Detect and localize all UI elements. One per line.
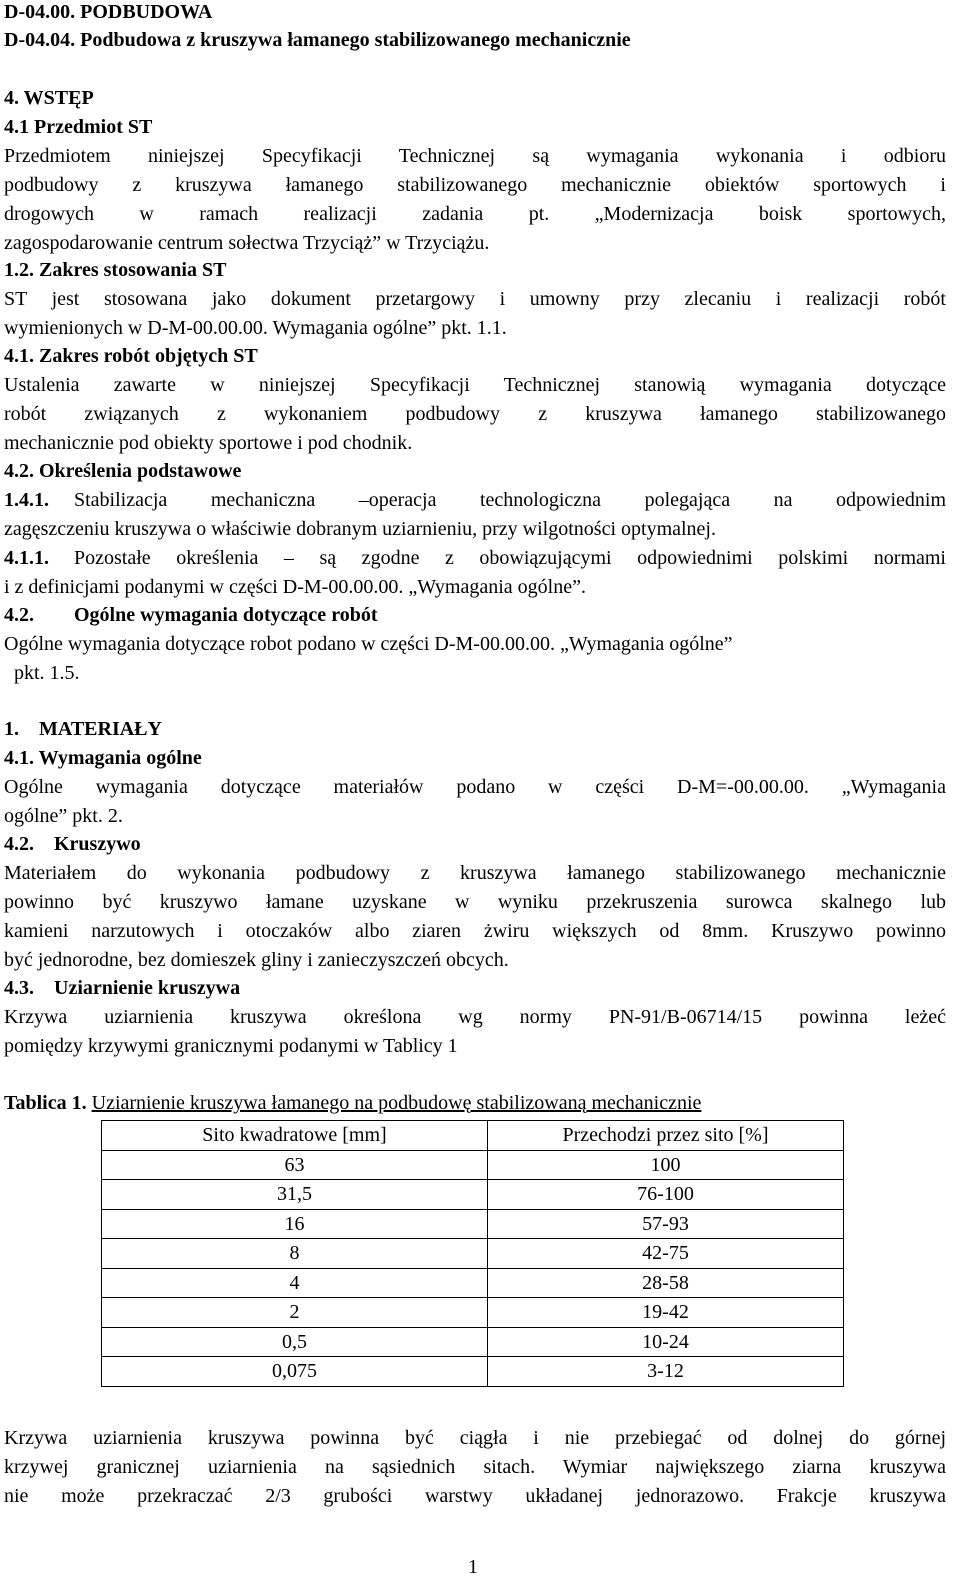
paragraph-line: kamieni narzutowych i otoczaków albo ziaren żwiru większych od 8mm. Kruszywo powinno (4, 920, 946, 942)
table-row (102, 1268, 844, 1298)
sieve-size-cell: 4 (102, 1268, 488, 1298)
sieve-size-cell: 0,075 (102, 1357, 488, 1387)
heading-przedmiot: 4.1 Przedmiot ST (4, 116, 153, 138)
table-row (102, 1357, 844, 1387)
paragraph-line: Ustalenia zawarte w niniejszej Specyfikacji Technicznej stanowią wymagania dotyczące (4, 374, 946, 396)
paragraph-line: drogowych w ramach realizacji zadania pt. „Modernizacja boisk sportowych, (4, 203, 946, 225)
section-heading-materialy: 1. MATERIAŁY (4, 718, 162, 740)
paragraph-line: ST jest stosowana jako dokument przetargowy i umowny przy zlecaniu i realizacji robót (4, 288, 946, 310)
sieve-size-cell: 8 (102, 1239, 488, 1269)
paragraph-line: Krzywa uziarnienia kruszywa określona wg normy PN-91/B-06714/15 powinna leżeć (4, 1006, 946, 1028)
paragraph-line: Materiałem do wykonania podbudowy z kruszywa łamanego stabilizowanego mechanicznie (4, 862, 946, 884)
heading-uziarnienie (4, 976, 946, 1000)
paragraph-line: ogólne” pkt. 2. (4, 805, 123, 827)
heading-text: Ogólne wymagania dotyczące robót (74, 604, 378, 626)
paragraph-line: mechanicznie pod obiekty sportowe i pod chodnik. (4, 432, 413, 454)
definition-text: Stabilizacja mechaniczna –operacja technologiczna polegająca na odpowiednim (74, 489, 946, 511)
grading-table (101, 1120, 844, 1387)
heading-kruszywo (4, 832, 946, 856)
heading-zakres-robot: 4.1. Zakres robót objętych ST (4, 345, 258, 367)
table-row (102, 1150, 844, 1180)
paragraph-line: zagospodarowanie centrum sołectwa Trzyciąż” w Trzyciążu. (4, 232, 490, 254)
passing-percent-cell: 100 (488, 1150, 844, 1180)
table-caption (4, 1091, 946, 1115)
passing-percent-cell: 19-42 (488, 1298, 844, 1328)
document-code: D-04.00. PODBUDOWA (4, 1, 213, 23)
sieve-size-cell: 63 (102, 1150, 488, 1180)
passing-percent-cell: 10-24 (488, 1327, 844, 1357)
passing-percent-cell: 3-12 (488, 1357, 844, 1387)
paragraph-line: nie może przekraczać 2/3 grubości warstwy układanej jednorazowo. Frakcje kruszywa (4, 1485, 946, 1507)
heading-number: 4.2. (4, 833, 34, 855)
definition-number: 1.4.1. (4, 489, 49, 511)
passing-percent-cell: 42-75 (488, 1239, 844, 1269)
subtitle-text: Podbudowa z kruszywa łamanego stabilizowanego mechanicznie (80, 29, 631, 51)
column-header-passing: Przechodzi przez sito [%] (488, 1121, 844, 1151)
paragraph-line: być jednorodne, bez domieszek gliny i zanieczyszczeń obcych. (4, 949, 509, 971)
subtitle-prefix: D-04.04. (4, 29, 76, 51)
paragraph-line: Krzywa uziarnienia kruszywa powinna być ciągła i nie przebiegać od dolnej do górnej (4, 1427, 946, 1449)
table-row (102, 1180, 844, 1210)
sieve-size-cell: 16 (102, 1209, 488, 1239)
passing-percent-cell: 57-93 (488, 1209, 844, 1239)
heading-zakres-stosowania: 1.2. Zakres stosowania ST (4, 259, 227, 281)
table-row (102, 1298, 844, 1328)
passing-percent-cell: 76-100 (488, 1180, 844, 1210)
definition-number: 4.1.1. (4, 547, 49, 569)
heading-text: Uziarnienie kruszywa (54, 977, 241, 999)
heading-number: 4.2. (4, 604, 34, 626)
paragraph-line: Ogólne wymagania dotyczące materiałów podano w części D-M=-00.00.00. „Wymagania (4, 776, 946, 798)
paragraph-line: krzywej granicznej uziarnienia na sąsiednich sitach. Wymiar największego ziarna kruszywa (4, 1456, 946, 1478)
paragraph-line: i z definicjami podanymi w części D-M-00.00.00. „Wymagania ogólne”. (4, 576, 586, 598)
definition-text: Pozostałe określenia – są zgodne z obowiązującymi odpowiednimi polskimi normami (74, 547, 946, 569)
heading-ogolne-wymagania (4, 603, 946, 627)
paragraph-line: Ogólne wymagania dotyczące robot podano w części D-M-00.00.00. „Wymagania ogólne” (4, 633, 733, 655)
paragraph-line: powinno być kruszywo łamane uzyskane w wyniku przekruszenia surowca skalnego lub (4, 891, 946, 913)
column-header-sieve: Sito kwadratowe [mm] (102, 1121, 488, 1151)
sieve-size-cell: 0,5 (102, 1327, 488, 1357)
passing-percent-cell: 28-58 (488, 1268, 844, 1298)
paragraph-line: wymienionych w D-M-00.00.00. Wymagania ogólne” pkt. 1.1. (4, 317, 507, 339)
heading-wymagania-ogolne: 4.1. Wymagania ogólne (4, 747, 202, 769)
heading-number: 4.3. (4, 977, 34, 999)
section-heading-wstep: 4. WSTĘP (4, 87, 94, 109)
table-row (102, 1209, 844, 1239)
definition-line (4, 488, 946, 512)
paragraph-line: Przedmiotem niniejszej Specyfikacji Technicznej są wymagania wykonania i odbioru (4, 145, 946, 167)
paragraph-line: zagęszczeniu kruszywa o właściwie dobranym uziarnieniu, przy wilgotności optymalnej. (4, 518, 716, 540)
table-caption-label: Tablica 1. (4, 1092, 87, 1114)
sieve-size-cell: 2 (102, 1298, 488, 1328)
table-row (102, 1327, 844, 1357)
paragraph-line: podbudowy z kruszywa łamanego stabilizowanego mechanicznie obiektów sportowych i (4, 174, 946, 196)
document-subtitle (4, 28, 946, 52)
paragraph-line: robót związanych z wykonaniem podbudowy z kruszywa łamanego stabilizowanego (4, 403, 946, 425)
paragraph-line: pomiędzy krzywymi granicznymi podanymi w Tablicy 1 (4, 1035, 458, 1057)
page-number: 1 (468, 1556, 478, 1578)
table-row (102, 1239, 844, 1269)
heading-text: Kruszywo (54, 833, 141, 855)
paragraph-line: pkt. 1.5. (4, 662, 80, 684)
table-caption-text: Uziarnienie kruszywa łamanego na podbudowę stabilizowaną mechanicznie (91, 1092, 702, 1114)
sieve-size-cell: 31,5 (102, 1180, 488, 1210)
definition-line (4, 546, 946, 570)
table-header-row (102, 1121, 844, 1151)
heading-okreslenia: 4.2. Określenia podstawowe (4, 460, 242, 482)
